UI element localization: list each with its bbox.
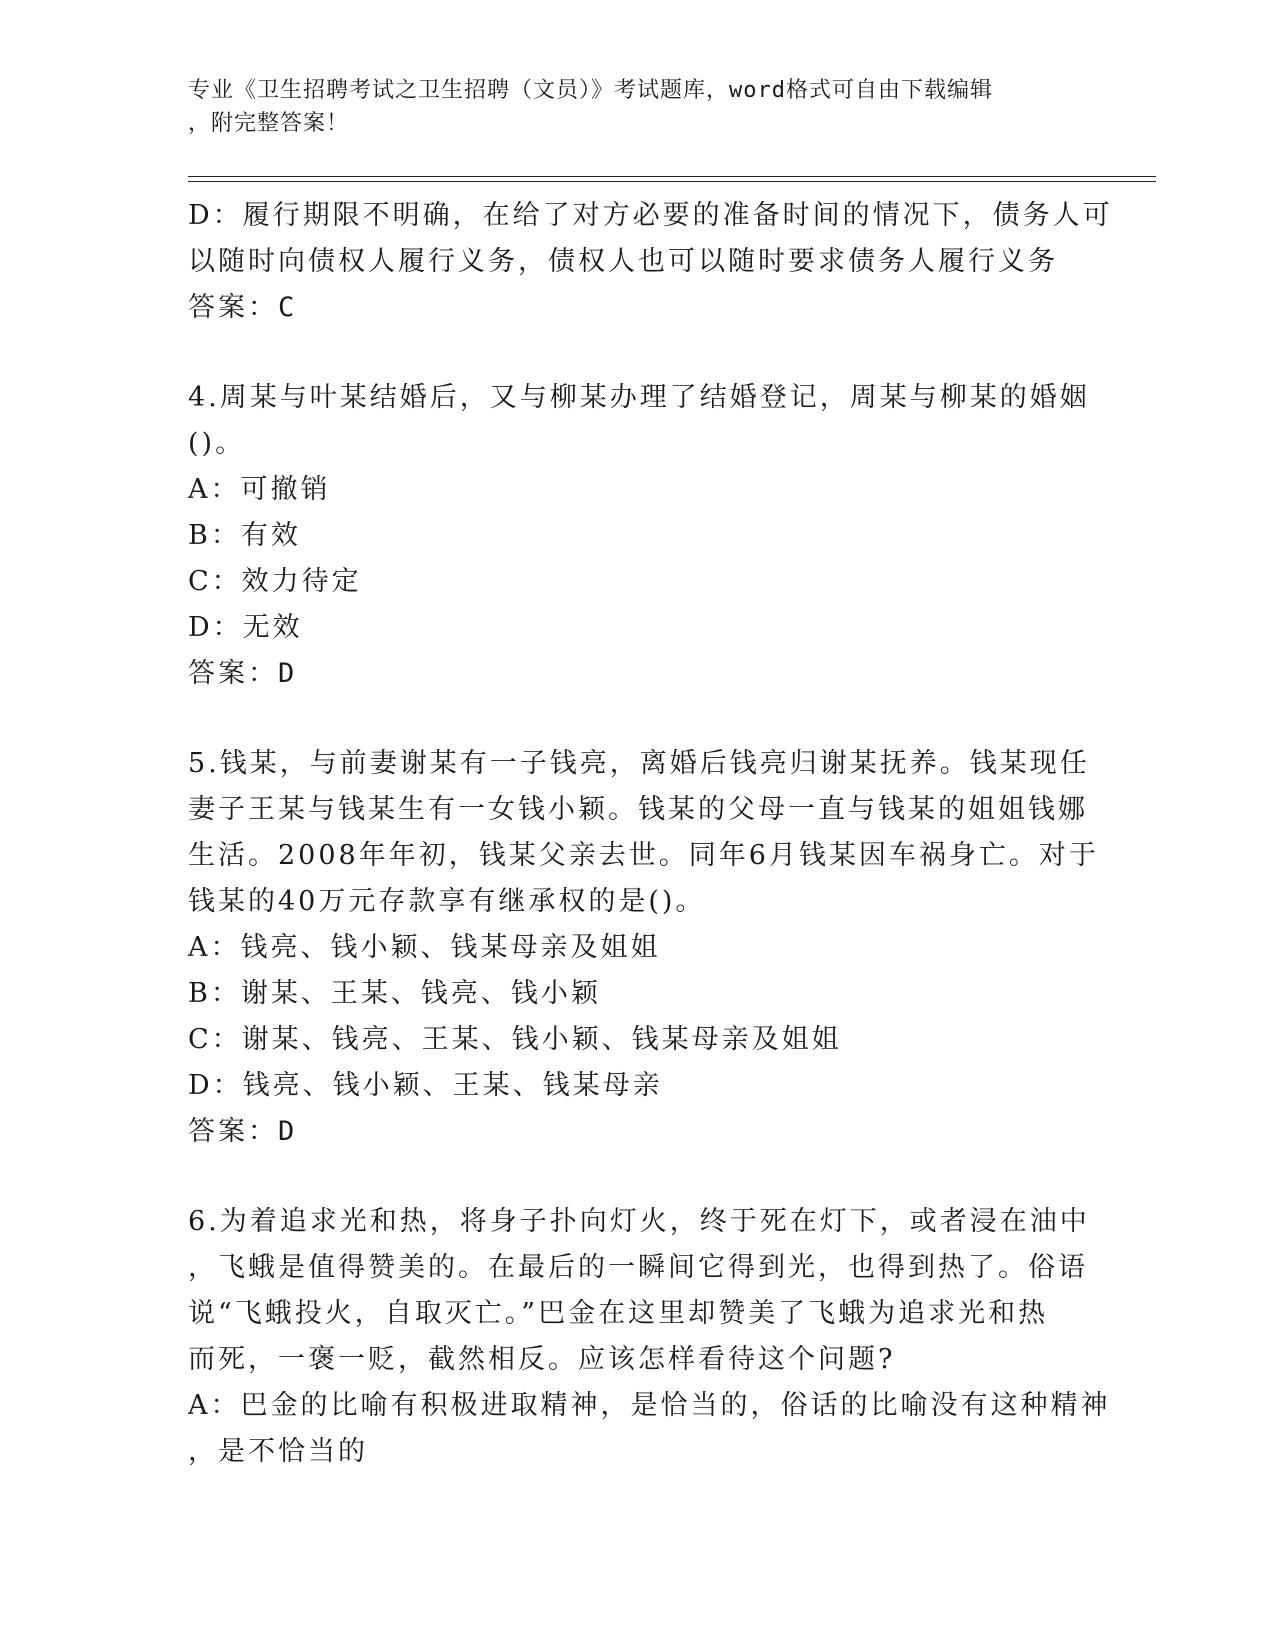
option-d: D：无效	[188, 612, 303, 643]
option-d-line-1: D：履行期限不明确，在给了对方必要的准备时间的情况下，债务人可	[188, 200, 1113, 231]
question-content	[188, 193, 1113, 1475]
question-stem-line-1: 6.为着追求光和热，将身子扑向灯火，终于死在灯下，或者浸在油中	[188, 1206, 1090, 1237]
answer-line: 答案：D	[188, 1116, 298, 1147]
question-stem-line-2: ()。	[188, 428, 246, 459]
question-stem-line-3: 说“飞蛾投火，自取灭亡。”巴金在这里却赞美了飞蛾为追求光和热	[188, 1298, 1049, 1329]
question-6	[188, 1199, 1111, 1475]
question-stem-line-4: 钱某的40万元存款享有继承权的是()。	[188, 886, 706, 917]
document-header	[188, 74, 1068, 140]
question-stem-line-2: ，飞蛾是值得赞美的。在最后的一瞬间它得到光，也得到热了。俗语	[188, 1252, 1088, 1283]
header-divider-bottom	[188, 181, 1156, 182]
option-a-line-1: A：巴金的比喻有积极进取精神，是恰当的，俗话的比喻没有这种精神	[188, 1390, 1111, 1421]
option-b: B：有效	[188, 520, 301, 551]
question-stem-line-1: 4.周某与叶某结婚后，又与柳某办理了结婚登记，周某与柳某的婚姻	[188, 382, 1090, 413]
option-c: C：效力待定	[188, 566, 362, 597]
answer-line: 答案：D	[188, 658, 298, 689]
option-c: C：谢某、钱亮、王某、钱小颖、钱某母亲及姐姐	[188, 1024, 842, 1055]
question-stem-line-3: 生活。2008年年初，钱某父亲去世。同年6月钱某因车祸身亡。对于	[188, 840, 1099, 871]
option-b: B：谢某、王某、钱亮、钱小颖	[188, 978, 601, 1009]
question-stem-line-2: 妻子王某与钱某生有一女钱小颖。钱某的父母一直与钱某的姐姐钱娜	[188, 794, 1088, 825]
question-5	[188, 741, 1099, 1155]
header-divider-top	[188, 176, 1156, 177]
option-a: A：可撤销	[188, 474, 331, 505]
header-line-2: ，附完整答案！	[188, 111, 350, 136]
option-d: D：钱亮、钱小颖、王某、钱某母亲	[188, 1070, 663, 1101]
previous-question-tail	[188, 193, 1113, 331]
question-stem-line-4: 而死，一褒一贬，截然相反。应该怎样看待这个问题?	[188, 1344, 896, 1375]
question-4	[188, 375, 1088, 697]
answer-line: 答案：C	[188, 292, 298, 323]
option-a-line-2: ，是不恰当的	[188, 1436, 368, 1467]
header-line-1: 专业《卫生招聘考试之卫生招聘（文员）》考试题库，word格式可自由下载编辑	[188, 78, 993, 103]
question-stem-line-1: 5.钱某，与前妻谢某有一子钱亮，离婚后钱亮归谢某抚养。钱某现任	[188, 748, 1090, 779]
option-d-line-2: 以随时向债权人履行义务，债权人也可以随时要求债务人履行义务	[188, 246, 1058, 277]
option-a: A：钱亮、钱小颖、钱某母亲及姐姐	[188, 932, 661, 963]
